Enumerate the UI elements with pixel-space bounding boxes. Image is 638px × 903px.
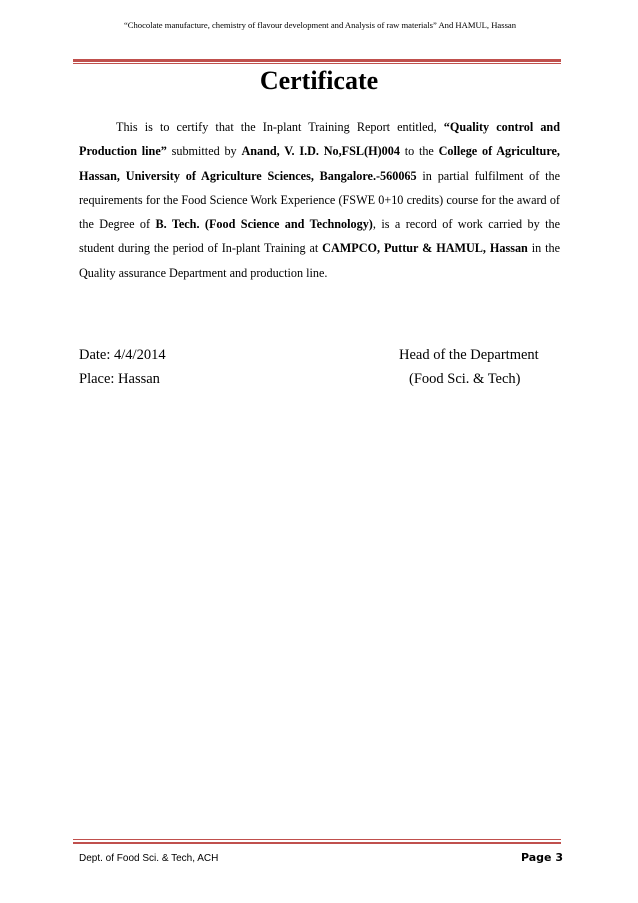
report-title: “Quality control and Production line” xyxy=(79,120,560,159)
training-place: CAMPCO, Puttur & HAMUL, Hassan xyxy=(322,241,528,256)
date-line: Date: 4/4/2014 xyxy=(79,347,166,363)
body-text-1: This is to certify that the In-plant Training Report entitled, xyxy=(116,120,444,134)
running-header: “Chocolate manufacture, chemistry of flavour development and Analysis of raw materials” And HAMUL, Hassan xyxy=(123,20,517,30)
body-text-2: submitted by xyxy=(166,144,242,159)
institution-name: College of Agriculture, Hassan, University of Agriculture Sciences, Bangalore.-560065 xyxy=(79,144,560,183)
footer-rule xyxy=(73,839,561,844)
department-name: (Food Sci. & Tech) xyxy=(409,371,521,387)
place-line: Place: Hassan xyxy=(79,371,160,387)
certificate-title: Certificate xyxy=(259,66,379,95)
footer-department: Dept. of Food Sci. & Tech, ACH xyxy=(79,853,219,864)
degree-name: B. Tech. (Food Science and Technology) xyxy=(155,217,373,232)
header-rule xyxy=(73,59,561,64)
head-of-department: Head of the Department xyxy=(399,347,539,363)
body-text-6: in the Quality assurance Department and production line. xyxy=(79,241,560,280)
body-text-5: , is a record of work carried by the student during the period of In-plant Training at xyxy=(79,217,560,256)
signatory-block xyxy=(399,343,539,391)
student-name: Anand, V. I.D. No,FSL(H)004 xyxy=(241,144,400,159)
certificate-body xyxy=(79,115,560,285)
body-text-4: in partial fulfilment of the requirements for the Food Science Work Experience (FSWE 0+10 credits) course for the award of the Degree of xyxy=(79,168,561,232)
page-number: Page 3 xyxy=(520,851,563,864)
body-text-3: to the xyxy=(399,144,439,159)
date-place-block xyxy=(79,343,166,391)
